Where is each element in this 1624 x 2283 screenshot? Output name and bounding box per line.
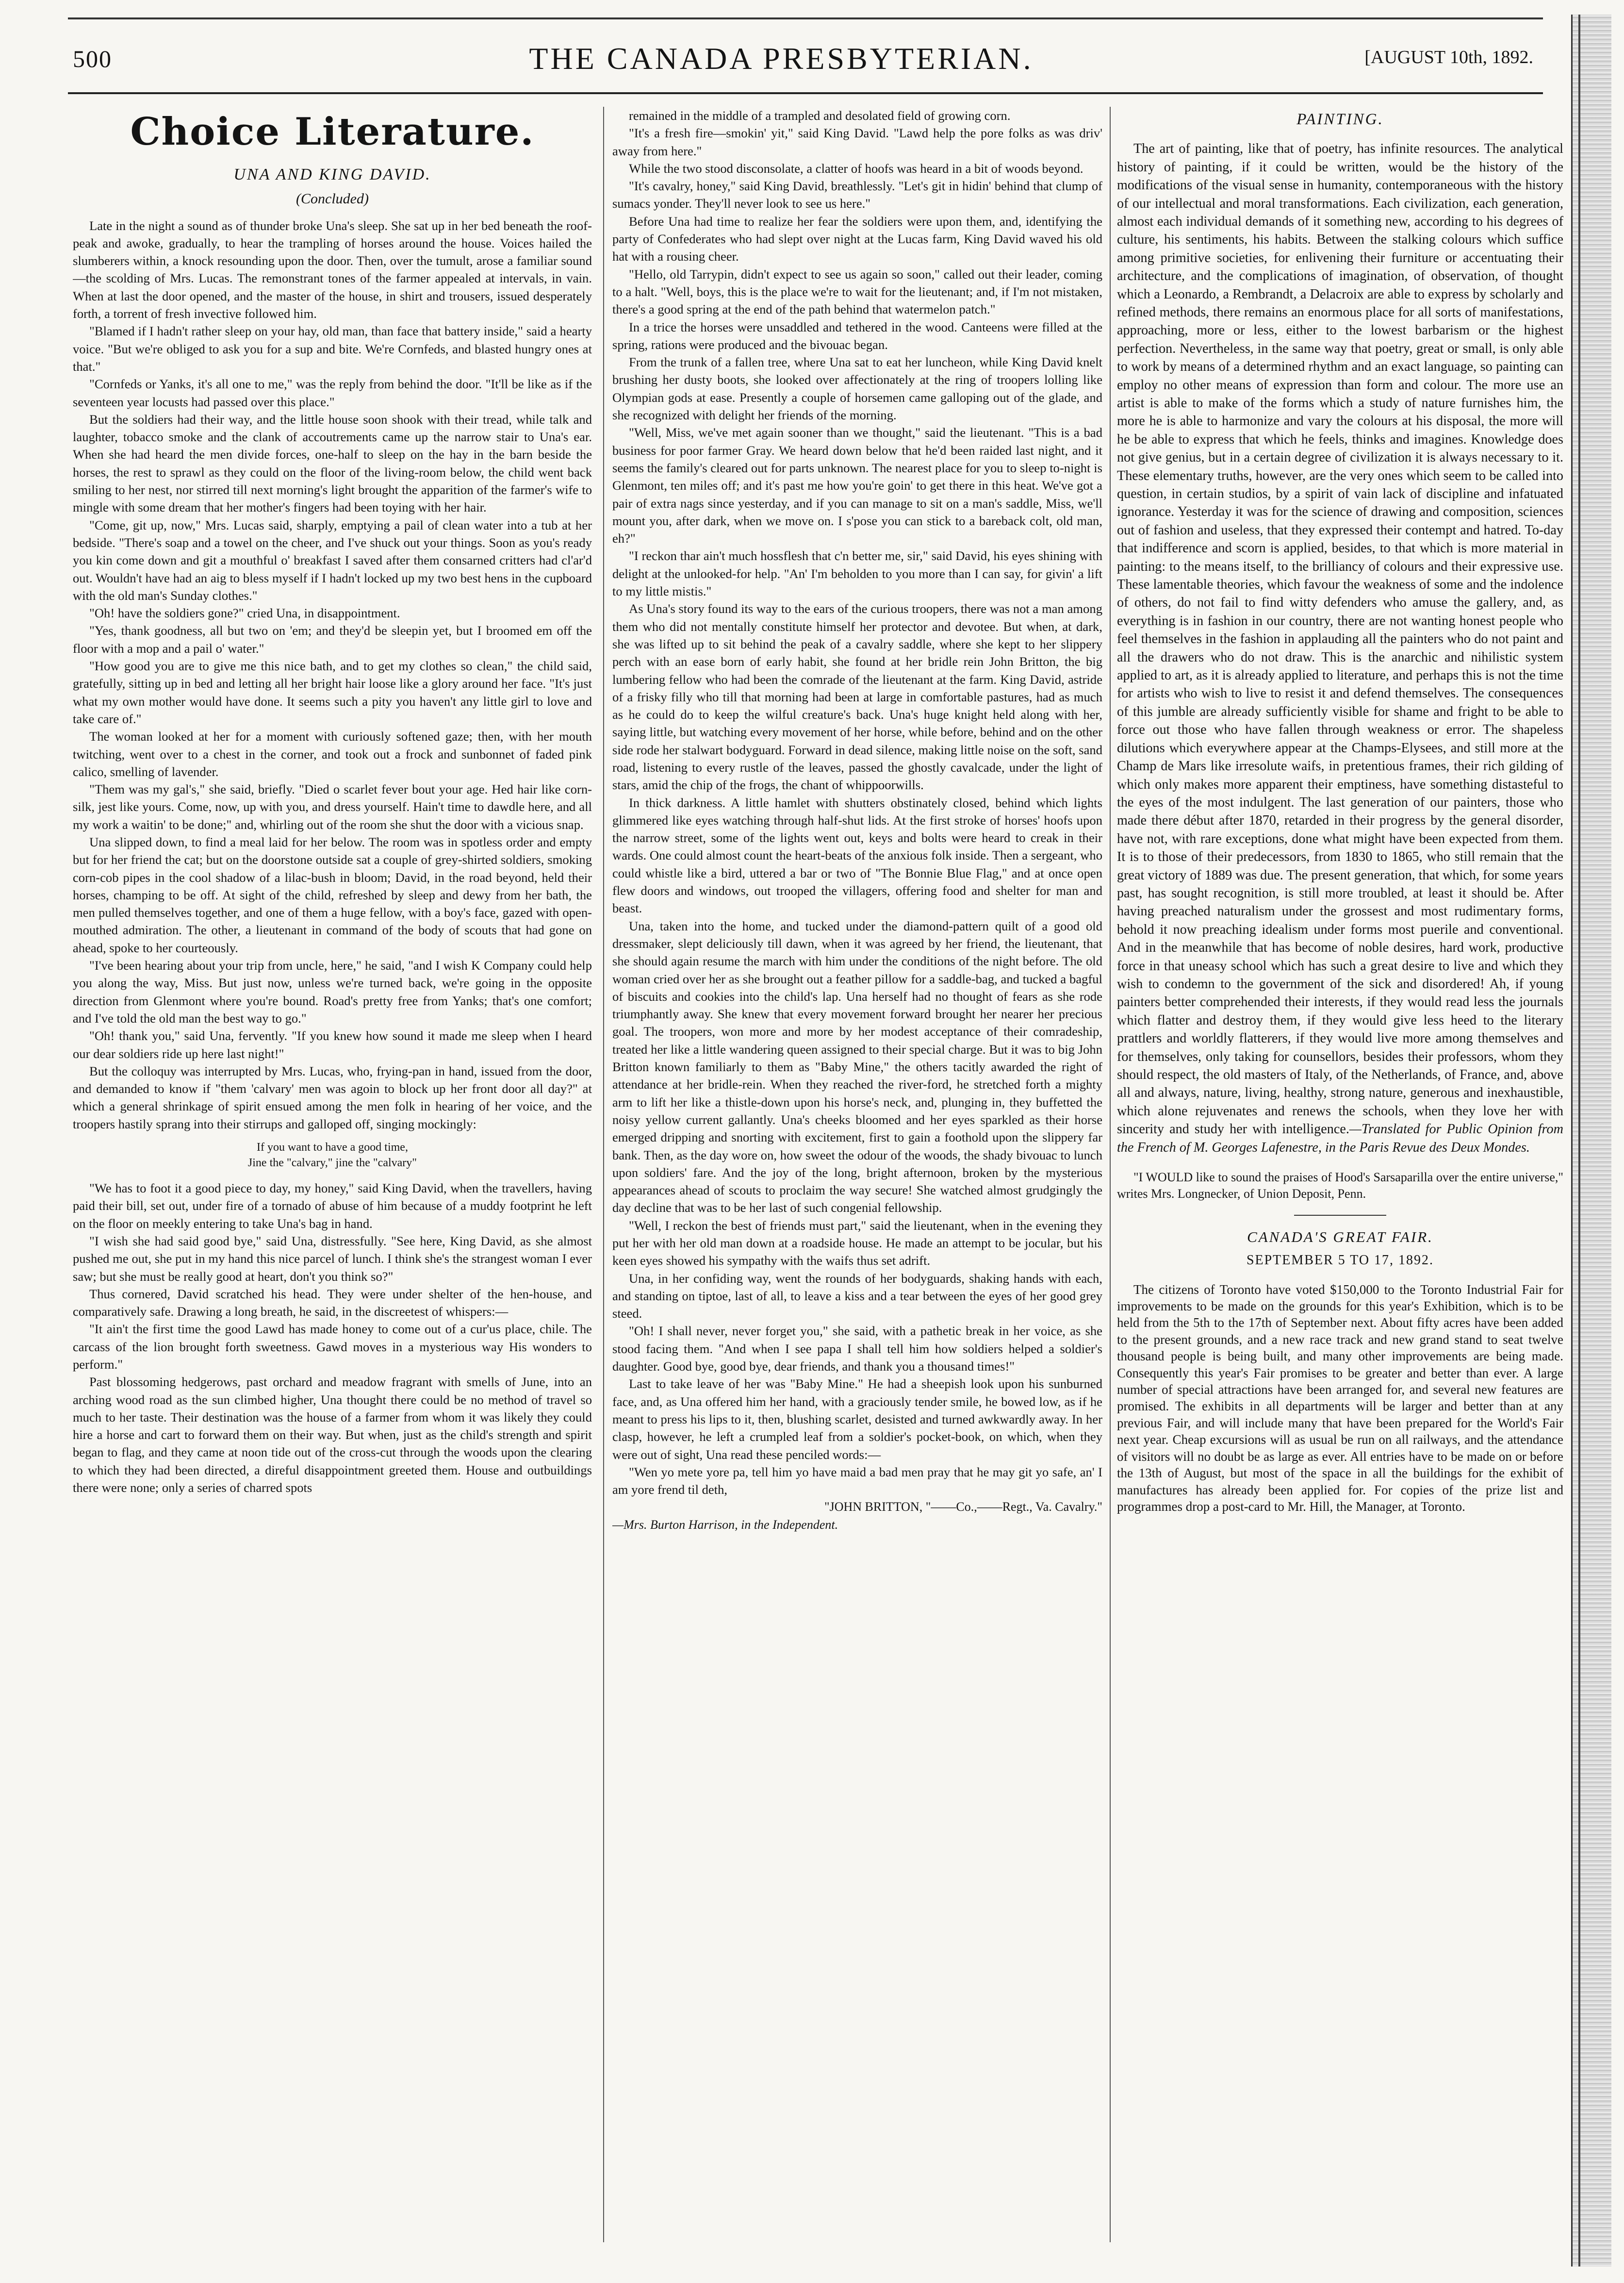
- paragraph: "I've been hearing about your trip from uncle, here," he said, "and I wish K Company could help you along the way, Miss. But just now, unless we're turned back, we're going in the opposite direction from Glenmont where you're bound. Road's pretty free from Yanks; that's one comfort; and I've told the old man the best way to go.": [73, 958, 592, 1026]
- story-continuation: [612, 107, 1102, 1498]
- paragraph: "Well, Miss, we've met again sooner than we thought," said the lieutenant. "This is a bad business for poor farmer Gray. We heard down below that he'd been raided last night, and it seems the family's cleared out for parts unknown. The nearest place for you to sleep to-night is Glenmont, ten miles off; and it's past me how you're goin' to get there in this heat. We've got a pair of extra nags since yesterday, and if you can manage to sit on a man's saddle, Miss, we'll mount you, after dark, when we move on. I s'pose you can stick to a bareback colt, old man, eh?": [612, 425, 1102, 546]
- page-number: 500: [73, 45, 112, 72]
- paragraph: "Hello, old Tarrypin, didn't expect to see us again so soon," called out their leader, coming to a halt. "Well, boys, this is the place we're to wait for the lieutenant; and, if I'm not mistaken, there's a good spring at the end of the path behind that watermelon patch.": [612, 266, 1102, 317]
- paragraph: Late in the night a sound as of thunder broke Una's sleep. She sat up in her bed beneath the roof-peak and awoke, gradually, to hear the trampling of horses around the house. Voices hailed the slumberers within, a knock resounding upon the door. Then, over the tumult, arose a familiar sound—the scolding of Mrs. Lucas. The remonstrant tones of the farmer appealed at intervals, in vain. When at last the door opened, and the master of the house, in shirt and trousers, issued desperately forth, a torrent of fresh invective followed him.: [73, 218, 592, 321]
- paragraph: "Cornfeds or Yanks, it's all one to me," was the reply from behind the door. "It'll be like as if the seventeen year locusts had passed over this place.": [73, 377, 592, 409]
- paragraph: "How good you are to give me this nice bath, and to get my clothes so clean," the child said, gratefully, sitting up in bed and letting all her bright hair loose like a glory around her face. "It's just what my own mother would have done. It seems such a pity you haven't any little girl to love and take care of.": [73, 659, 592, 726]
- paragraph: Una, taken into the home, and tucked under the diamond-pattern quilt of a good old dressmaker, slept deliciously till dawn, when it was agreed by her friend, the lieutenant, that she should again resume the march with him under the conditions of the night before. The old woman cried over her as she brought out a feather pillow for a saddle-bag, and tucked a bagful of biscuits and cookies into the child's lap. Una herself had no thought of fears as she rode triumphantly away. She knew that every movement forward brought her nearer her precious goal. The troopers, won more and more by her modest acceptance of their comradeship, treated her like a little wandering queen assigned to their special charge. But it was to big John Britton known familiarly to them as "Baby Mine," the others tacitly awarded the right of attendance at her bridle-rein. When they reached the river-ford, he stretched forth a mighty arm to lift her like a thistle-down upon his horse's neck, and, plunging in, they buffetted the noisy yellow current gallantly. Una's cheeks bloomed and her eyes sparkled as their horse emerged dripping and snorting with excitement, first to gain a foothold upon the slippery far bank. Then, as the day wore on, how sweet the odour of the woods, the shady bivouac to lunch upon soldiers' fare. And the joy of the long, bright afternoon, broken by the mysterious appearances ahead of scouts to proclaim the way secure! She watched almost grudgingly the day decline that was to be her last of such congenial fellowship.: [612, 918, 1102, 1215]
- masthead: THE CANADA PRESBYTERIAN.: [529, 41, 1033, 76]
- fair-body: The citizens of Toronto have voted $150,000 to the Toronto Industrial Fair for improvements to be made on the grounds for this year's Exhibition, which is to be held from the 5th to the 17th of September next. About fifty acres have been added to the present grounds, and a new race track and new grand stand to seat twelve thousand people is being built, and many other improvements are being made. Consequently this year's Fair promises to be greater and better than ever. A large number of special attractions have been arranged for, and several new features are promised. The exhibits in all departments will be larger and better than at any previous Fair, and will include many that have been prepared for the World's Fair next year. Cheap excursions will as usual be run on all railways, and the attendance of visitors will no doubt be as large as ever. All entries have to be made on or before the 13th of August, but most of the space in all the buildings for the exhibit of manufactures has already been applied for. For copies of the prize list and programmes drop a post-card to Mr. Hill, the Manager, at Toronto.: [1117, 1282, 1563, 1514]
- fair-dates: SEPTEMBER 5 TO 17, 1892.: [1246, 1253, 1434, 1268]
- paragraph: Una, in her confiding way, went the rounds of her bodyguards, shaking hands with each, and standing on tiptoe, last of all, to leave a kiss and a tear between the eyes of her good grey steed.: [612, 1271, 1102, 1321]
- column-2: [612, 107, 1102, 2252]
- paragraph: "I reckon thar ain't much hossflesh that c'n better me, sir," said David, his eyes shining with delight at the unlooked-for help. "An' I'm beholden to you more than I can say, for givin' a lift to my little mistis.": [612, 548, 1102, 599]
- paragraph: "Oh! have the soldiers gone?" cried Una, in disappointment.: [89, 606, 400, 621]
- paragraph: Last to take leave of her was "Baby Mine." He had a sheepish look upon his sunburned face, and, as Una offered him her hand, with a graciously tender smile, he bowed low, as if he meant to press his lips to it, then, blushing scarlet, desisted and turned awkwardly away. In her clasp, however, he left a crumpled leaf from a soldier's pocket-book, on which, when they were out of sight, Una read these penciled words:—: [612, 1376, 1102, 1462]
- paragraph: "Come, git up, now," Mrs. Lucas said, sharply, emptying a pail of clean water into a tub at her bedside. "There's soap and a towel on the cheer, and I've shuck out your things. Soon as you's ready you kin come down and git a mouthful o' breakfast I saved after them consarned critters had cl'ar'd out. Wouldn't have had an aig to bless myself if I hadn't locked up my two best hens in the cupboard with the old man's Sunday clothes.": [73, 517, 592, 603]
- section-title: Choice Literature.: [130, 110, 535, 154]
- column-1: [73, 107, 592, 2252]
- painting-credit: —Translated for Public Opinion from the French of M. Georges Lafenestre, in the Paris Revue des Deux Mondes.: [1117, 1122, 1563, 1155]
- paragraph: Past blossoming hedgerows, past orchard and meadow fragrant with smells of June, into an arching wood road as the sun climbed higher, Una thought there could be no method of travel so much to her taste. Their destination was the house of a farmer from whom it was likely they could hire a horse and cart to forward them on their way. But when, just as the child's strength and spirit began to flag, and they came at noon tide out of the cross-cut through the woods upon the clearing to which they had been directed, a direful disappointment greeted them. House and outbuildings there were none; only a series of charred spots: [73, 1374, 592, 1495]
- paragraph: remained in the middle of a trampled and desolated field of growing corn.: [629, 108, 1011, 123]
- painting-body: [1117, 140, 1563, 1157]
- story-title: UNA AND KING DAVID.: [233, 165, 431, 183]
- paragraph: "It ain't the first time the good Lawd has made honey to come out of a cur'us place, chile. The carcass of the lion brought forth sweetness. Gawd moves in a mysterious way His wonders to perform.": [73, 1322, 592, 1372]
- letter-signature: "JOHN BRITTON, "——Co.,——Regt., Va. Cavalry.": [824, 1500, 1102, 1514]
- column-rule: [1110, 107, 1111, 2242]
- source-credit: —Mrs. Burton Harrison, in the Independent.: [612, 1517, 838, 1532]
- paragraph: From the trunk of a fallen tree, where Una sat to eat her luncheon, while King David knelt brushing her dusty boots, she looked over affectionately at the ring of troopers lolling like Olympian gods at ease. Presently a couple of horsemen came galloping out of the glade, and she recognized with delight her friends of the morning.: [612, 355, 1102, 423]
- paragraph: "Yes, thank goodness, all but two on 'em; and they'd be sleepin yet, but I broomed em off the floor with a mop and a pail o' water.": [73, 623, 592, 656]
- column-3: [1117, 107, 1563, 2252]
- painting-article: [1117, 111, 1563, 1157]
- paragraph: The woman looked at her for a moment with curiously softened gaze; then, with her mouth twitching, went over to a chest in the corner, and took out a frock and sunbonnet of faded pink calico, smelling of lavender.: [73, 729, 592, 779]
- paragraph: "Them was my gal's," she said, briefly. "Died o scarlet fever bout your age. Hed hair like corn-silk, jest like yours. Come, now, up with you, and dress yourself. Hain't time to dawdle here, and all my work a waitin' to be done;" and, whirling out of the room she shut the door with a vicious snap.: [73, 782, 592, 832]
- paragraph: Before Una had time to realize her fear the soldiers were upon them, and, identifying the party of Confederates who had slept over night at the Lucas farm, King David waved his old hat with a rousing cheer.: [612, 214, 1102, 264]
- story-subtitle: (Concluded): [296, 191, 369, 207]
- paragraph: "We has to foot it a good piece to day, my honey," said King David, when the travellers, having paid their bill, set out, under fire of a tornado of abuse of him because of a muddy footprint he left on the floor on meekly entering to take Una's bag in hand.: [73, 1181, 592, 1231]
- divider: [1294, 1215, 1386, 1216]
- story-text-part-1: [73, 217, 592, 1133]
- paragraph: Una slipped down, to find a meal laid for her below. The room was in spotless order and empty but for her friend the cat; but on the doorstone outside sat a couple of grey-shirted soldiers, smoking corn-cob pipes in the cool shadow of a lilac-bush in bloom; David, in the road beyond, held their horses, champing to be off. At sight of the child, refreshed by sleep and dewy from her bath, the men pulled themselves together, and one of them a huge fellow, with a boy's face, gazed with open-mouthed admiration. The other, a lieutenant in command of the body of scouts that had gone on ahead, spoke to her courteously.: [73, 834, 592, 955]
- painting-body-text: The art of painting, like that of poetry, has infinite resources. The analytical history of painting, if it could be written, would be the history of the modifications of the visual sense in humanity, contemporaneous with the history of our intellectual and moral transformations. Each civilization, each generation, almost each individual demands of it something new, according to his degrees of culture, his sentiments, his habits. Between the stalking colours which suffice among primitive societies, for enlivening their furniture or accentuating their architecture, and the complications of imagination, of observation, of thought which a Leonardo, a Rembrandt, a Delacroix are able to express by scholarly and refined methods, there remains an enormous place for all sorts of manifestations, approaching, more or less, either to the lowest barbarism or the highest perfection. Nevertheless, in the same way that poetry, great or small, is only able to work by means of a determined rhythm and an exact language, so painting can employ no other means of expression than form and colour. The more use an artist is able to make of the forms which a study of nature furnishes him, the more he is able to harmonize and vary the colours at his disposal, the more will he be able to express that which he feels, thinks and imagines. Knowledge does not give genius, but in a certain degree of civilization it is always necessary to it. These elementary truths, however, are the very ones which seem to be called into question, in certain studios, by a spirit of vain lack of discipline and infatuated ignorance. Yesterday it was for the science of drawing and composition, sciences out of fashion and useless, that they expressed their contempt and hatred. To-day that indifference and scorn is applied, besides, to that which is more material in painting: to the means itself, to the brilliancy of colours and their expressive use. These lamentable theories, which favour the weakness of some and the indolence of others, do not fail to find witty defenders who amuse the gallery, and, as everything is in fashion in our country, there are not wanting honest people who feel themselves in the fashion in applauding all the painters who do not paint and all the drawers who do not draw. This is the anarchic and nihilistic system applied to art, as it is already applied to literature, and perhaps this is not the time for artists who wish to live to resist it and defend themselves. The consequences of this jumble are already sufficiently visible for shame and fright to be able to force out those who have fallen through weakness or error. The shapeless dilutions which everywhere appear at the Champs-Elysees, and still more at the Champ de Mars like irresolute waifs, in pretentious frames, their rich gilding of which only makes more apparent their emptiness, have something distasteful to the eyes of the most indulgent. The last generation of our painters, those who made there début after 1870, retarded in their progress by the general disorder, have not, with rare exceptions, done what might have been expected from them. It is to those of their predecessors, from 1830 to 1865, who still remain that the great victory of 1889 was due. The present generation, that which, for some years past, has sought recognition, is still more troubled, at least it should be. After having preached naturalism under the grossest and most rudimentary forms, behold it now preaching idealism under forms most puerile and conventional. And in the meanwhile that has become of noble desires, hard work, productive force in that uneasy school which has such a great desire to live and which they wish to condemn to the government of the sick and disordered! Ah, if young painters better comprehended their interests, if they would read less the journals which flatter and destroy them, if they would give less heed to the literary prattlers and worldly flatterers, if they would live more among themselves and for themselves, only taking for counsellors, besides their professors, whom they should respect, the old masters of Italy, of the Netherlands, of France, and, above all and always, nature, living, healthy, strong nature, generous and inexhaustible, which alone rejuvenates and renews the schools, when they love her with sincerity and study her with intelligence.: [1117, 141, 1563, 1137]
- fair-article: [1117, 1228, 1563, 1515]
- paragraph: "Oh! I shall never, never forget you," she said, with a pathetic break in her voice, as she stood facing them. "And when I see papa I shall tell him how soldiers helped a soldier's daughter. Good bye, good bye, dear friends, and thank you a thousand times!": [612, 1323, 1102, 1374]
- paragraph: "It's a fresh fire—smokin' yit," said King David. "Lawd help the pore folks as was driv' away from here.": [612, 126, 1102, 158]
- paragraph: As Una's story found its way to the ears of the curious troopers, there was not a man among them who did not mentally constitute himself her protector and devotee. But when, at dark, she was lifted up to sit behind the peak of a cavalry saddle, where she kept to her slippery perch with an ease born of early habit, she found at her bridle rein John Britton, the big lumbering fellow who had been the comrade of the lieutenant at the farm. King David, astride of a frisky filly who till that morning had been at large in comfortable pastures, had as much as he could do to keep the wilful creature's back. Una's huge knight held along with her, saying little, but watching every movement of her horse, while before, behind and on the other side rode her stalwart bodyguard. Forward in dead silence, making little noise on the soft, sand road, listening to every rustle of the leaves, passed the ghostly cavalcade, under the light of stars, amid the chip of the frogs, the chant of whippoorwills.: [612, 601, 1102, 793]
- paragraph: "Blamed if I hadn't rather sleep on your hay, old man, than face that battery inside," said a hearty voice. "But we're obliged to ask you for a sup and bite. We're Cornfeds, and blasted hungry ones at that.": [73, 324, 592, 374]
- fair-title: CANADA'S GREAT FAIR.: [1247, 1228, 1433, 1246]
- paragraph: "Well, I reckon the best of friends must part," said the lieutenant, when in the evening they put her with her old man down at a roadside house. He made an attempt to be jocular, but his keen eyes showed his sympathy with the waifs thus set adrift.: [612, 1218, 1102, 1268]
- paragraph: But the colloquy was interrupted by Mrs. Lucas, who, frying-pan in hand, issued from the door, and demanded to know if "them 'calvary' men was agoin to block up her front door all day?" at which a general shrinkage of spirit ensued among the men folk in hearing of her voice, and the troopers hastily sprang into their stirrups and galloped off, singing mockingly:: [73, 1063, 592, 1131]
- issue-date: [AUGUST 10th, 1892.: [1364, 47, 1533, 67]
- header-rule: [68, 92, 1543, 94]
- painting-title: PAINTING.: [1296, 111, 1384, 128]
- story-text-part-2: [73, 1179, 592, 1496]
- paragraph: "I wish she had said good bye," said Una, distressfully. "See here, King David, as she almost pushed me out, she put in my hand this nice parcel of lunch. I think she's the strangest woman I ever saw; but she must be really good at heart, don't you think so?": [73, 1233, 592, 1284]
- binding-edge: [1571, 15, 1611, 2266]
- paragraph: "Wen yo mete yore pa, tell him yo have maid a bad men pray that he may git yo safe, an' I am yore frend til deth,: [612, 1464, 1102, 1497]
- hood-notice: "I WOULD like to sound the praises of Hood's Sarsaparilla over the entire universe," writes Mrs. Longnecker, of Union Deposit, Penn.: [1117, 1170, 1563, 1201]
- paragraph: While the two stood disconsolate, a clatter of hoofs was heard in a bit of woods beyond.: [629, 161, 1083, 176]
- verse-line: Jine the "calvary," jine the "calvary": [247, 1157, 417, 1170]
- paragraph: Thus cornered, David scratched his head. They were under shelter of the hen-house, and comparatively safe. Drawing a long breath, he said, in the discreetest of whispers:—: [73, 1286, 592, 1319]
- verse-line: If you want to have a good time,: [257, 1141, 408, 1154]
- paragraph: "Oh! thank you," said Una, fervently. "If you knew how sound it made me sleep when I heard our dear soldiers ride up here last night!": [73, 1028, 592, 1061]
- paragraph: In a trice the horses were unsaddled and tethered in the wood. Canteens were filled at the spring, rations were produced and the bivouac began.: [612, 319, 1102, 352]
- column-rule: [603, 107, 604, 2242]
- top-rule: [68, 17, 1543, 19]
- song-verse: [73, 1140, 592, 1171]
- paragraph: "It's cavalry, honey," said King David, breathlessly. "Let's git in hidin' behind that clump of sumacs yonder. They'll never look to see us here.": [612, 179, 1102, 211]
- paragraph: But the soldiers had their way, and the little house soon shook with their tread, while talk and laughter, tobacco smoke and the clank of accoutrements came up the narrow stair to Una's ear. When she had heard the men divide forces, one-half to sleep on the hay in the barn beside the horses, the rest to sprawl as they could on the floor of the living-room below, the child went back smiling to her nest, nor stirred till next morning's light brought the apparition of the farmer's wife to mingle with some dream that her mother's fingers had been toying with her hair.: [73, 412, 592, 515]
- paragraph: In thick darkness. A little hamlet with shutters obstinately closed, behind which lights glimmered like eyes watching through half-shut lids. At the first stroke of horses' hoofs upon the narrow street, some of the lights went out, keys and bolts were heard to creak in their wards. One could almost count the heart-beats of the anxious folk inside. Then a sergeant, who could whistle like a bird, uttered a bar or two of "The Bonnie Blue Flag," and at once open flew doors and windows, out trooped the villagers, offering food and shelter for man and beast.: [612, 795, 1102, 916]
